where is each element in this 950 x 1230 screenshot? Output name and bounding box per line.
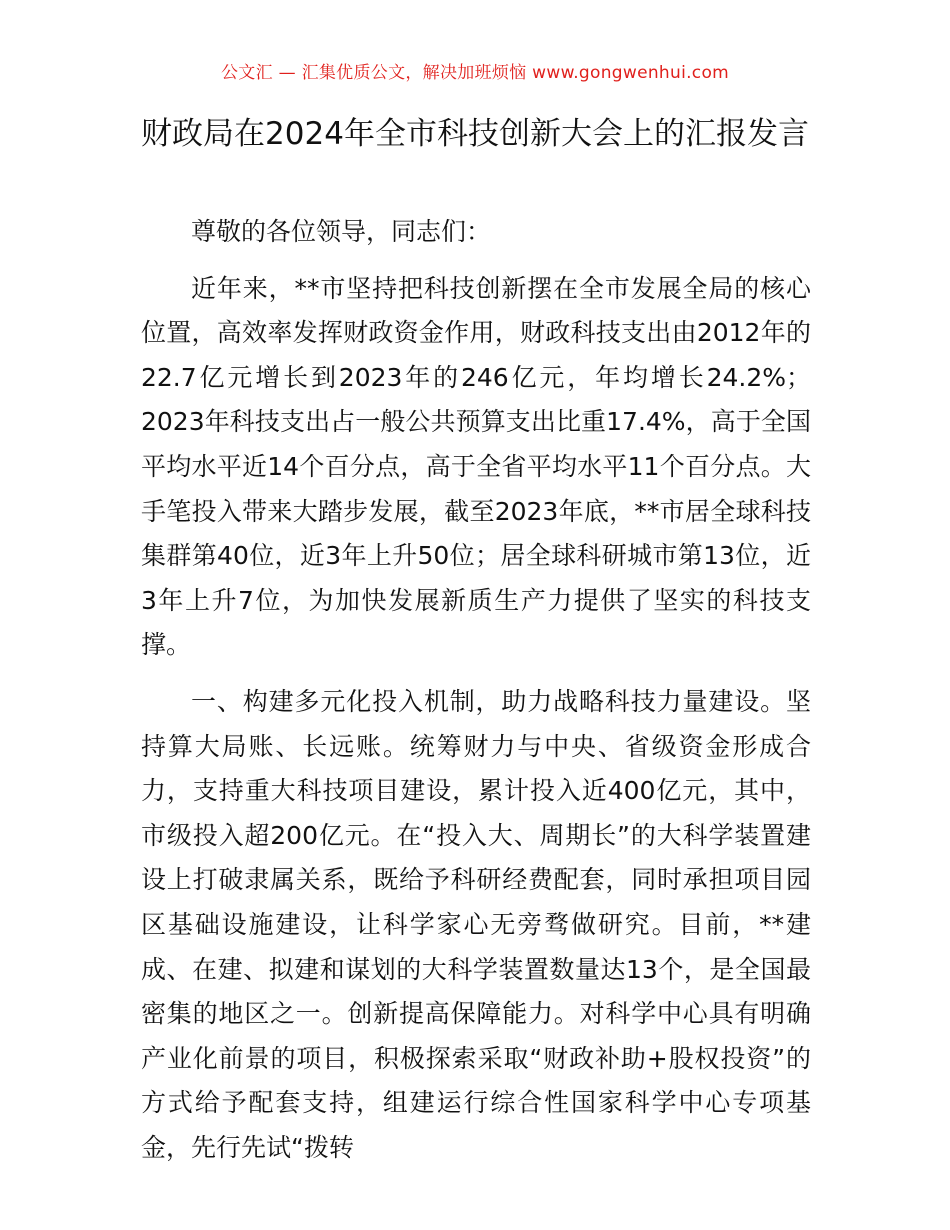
document-body (141, 210, 811, 1170)
document-title: 财政局在2024年全市科技创新大会上的汇报发言 (141, 116, 809, 152)
paragraph-2: 一、构建多元化投入机制，助力战略科技力量建设。坚持算大局账、长远账。统筹财力与中央、省级资金形成合力，支持重大科技项目建设，累计投入近400亿元，其中，市级投入超200亿元。在“投入大、周期长”的大科学装置建设上打破隶属关系，既给予科研经费配套，同时承担项目园区基础设施建设，让科学家心无旁骛做研究。目前，**建成、在建、拟建和谋划的大科学装置数量达13个，是全国最密集的地区之一。创新提高保障能力。对科学中心具有明确产业化前景的项目，积极探索采取“财政补助+股权投资”的方式给予配套支持，组建运行综合性国家科学中心专项基金，先行先试“拨转 (141, 686, 811, 1162)
site-banner: 公文汇 — 汇集优质公文，解决加班烦恼 www.gongwenhui.com (220, 63, 730, 83)
greeting: 尊敬的各位领导，同志们： (191, 217, 492, 246)
paragraph-1: 近年来，**市坚持把科技创新摆在全市发展全局的核心位置，高效率发挥财政资金作用，财政科技支出由2012年的22.7亿元增长到2023年的246亿元，年均增长24.2%；2023年科技支出占一般公共预算支出比重17.4%，高于全国平均水平近14个百分点，高于全省平均水平11个百分点。大手笔投入带来大踏步发展，截至2023年底，**市居全球科技集群第40位，近3年上升50位；居全球科研城市第13位，近3年上升7位，为加快发展新质生产力提供了坚实的科技支撑。 (141, 273, 811, 660)
